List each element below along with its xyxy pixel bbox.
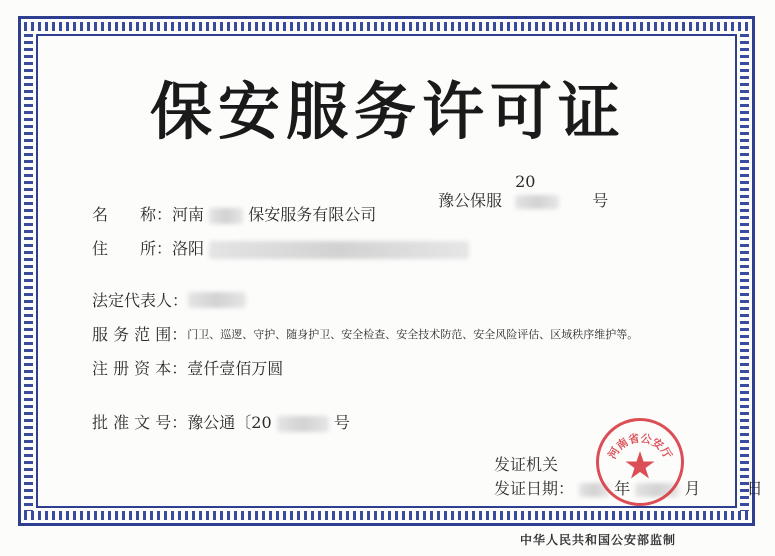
field-registered-capital <box>92 356 283 379</box>
name-label: 名 称： <box>92 205 173 224</box>
redacted-approval <box>277 416 329 432</box>
issue-date-label: 发证日期： <box>494 479 575 498</box>
field-name <box>92 202 376 225</box>
field-approval-number <box>92 410 350 433</box>
field-address <box>92 236 469 259</box>
footer-supervisor: 中华人民共和国公安部监制 <box>520 533 677 547</box>
approval-value: 豫公通〔20 号 <box>187 413 350 432</box>
registration-prefix: 豫公保服 <box>438 191 503 210</box>
field-service-scope <box>92 322 638 345</box>
redacted-number <box>515 195 559 209</box>
scope-value: 门卫、巡逻、守护、随身护卫、安全检查、安全技术防范、安全风险评估、区域秩序维护等。 <box>187 327 639 341</box>
approval-label: 批 准 文 号： <box>92 413 188 432</box>
legal-rep-label: 法定代表人： <box>92 291 189 310</box>
field-legal-representative <box>92 288 246 311</box>
name-value: 河南 保安服务有限公司 <box>172 205 377 224</box>
registration-suffix: 号 <box>592 191 609 210</box>
address-value: 洛阳 <box>172 236 469 259</box>
redacted-name <box>209 208 243 224</box>
redacted-address <box>209 241 469 259</box>
issue-date: 发证日期： 年 月 日 <box>494 479 763 498</box>
seal-star-icon <box>599 421 681 503</box>
redacted-legal-rep <box>188 292 246 308</box>
issuing-authority-label: 发证机关 <box>494 455 559 474</box>
certificate-title: 保安服务许可证 <box>150 75 627 148</box>
registration-number-value: 20 <box>515 172 573 210</box>
registration-number <box>438 172 608 211</box>
seal-text: 河南省公安厅 <box>605 431 675 462</box>
capital-value: 壹仟壹佰万圆 <box>187 359 284 378</box>
capital-label: 注 册 资 本： <box>92 359 188 378</box>
scope-label: 服 务 范 围： <box>92 325 188 344</box>
official-seal <box>596 418 684 506</box>
address-label: 住 所： <box>92 239 173 258</box>
